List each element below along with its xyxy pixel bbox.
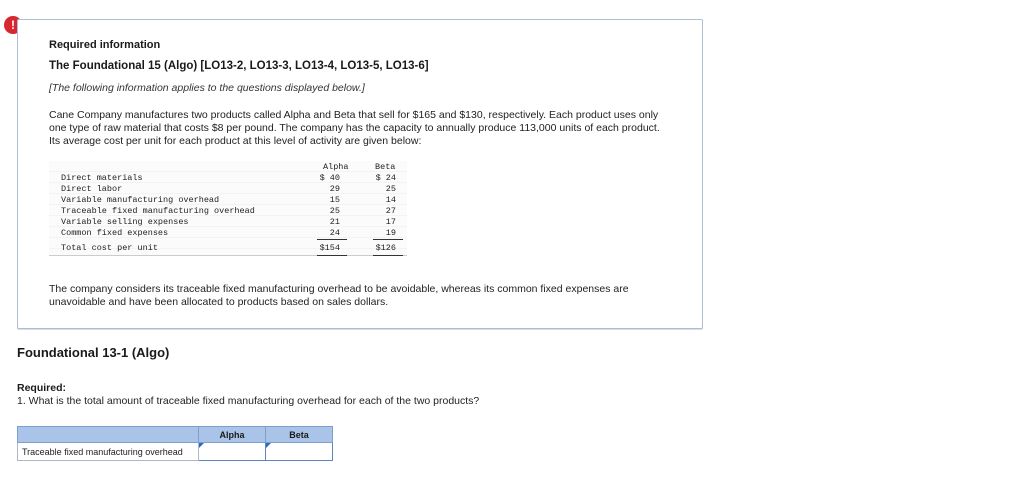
- row-label: Common fixed expenses: [61, 228, 169, 238]
- column-header-alpha: Alpha: [323, 162, 349, 172]
- alpha-value: $ 40: [319, 173, 340, 183]
- required-label: Required:: [17, 382, 67, 394]
- header-beta: Beta: [266, 427, 333, 443]
- alpha-value: 24: [329, 228, 340, 238]
- section-title: Foundational 13-1 (Algo): [17, 345, 170, 360]
- alpha-total: $154: [319, 243, 340, 253]
- answer-header-row: [18, 427, 333, 443]
- column-header-beta: Beta: [375, 162, 396, 172]
- total-label: Total cost per unit: [61, 243, 158, 253]
- total-double-underline-beta: [373, 255, 403, 256]
- header-blank: [18, 427, 199, 443]
- beta-value: 19: [385, 228, 396, 238]
- required-information-panel: [17, 19, 703, 329]
- beta-value: 17: [385, 217, 396, 227]
- beta-answer-cell[interactable]: [266, 443, 333, 461]
- table-row: [49, 217, 407, 228]
- row-label: Traceable fixed manufacturing overhead: [61, 206, 255, 216]
- beta-answer-input[interactable]: [266, 444, 332, 460]
- alpha-value: 15: [329, 195, 340, 205]
- beta-value: 14: [385, 195, 396, 205]
- answer-table: [17, 426, 333, 461]
- table-row: [49, 195, 407, 206]
- closing-paragraph: The company considers its traceable fixed manufacturing overhead to be avoidable, whereas its common fixed expenses are unavoidable and have been allocated to products based on sales dollars.: [49, 283, 629, 308]
- row-label: Direct materials: [61, 173, 143, 183]
- table-row: [49, 173, 407, 184]
- subtotal-underline-alpha: [317, 239, 347, 240]
- beta-value: 25: [385, 184, 396, 194]
- subtotal-underline-beta: [373, 239, 403, 240]
- beta-value: $ 24: [375, 173, 396, 183]
- problem-title: The Foundational 15 (Algo) [LO13-2, LO13-3, LO13-4, LO13-5, LO13-6]: [49, 60, 429, 72]
- alert-icon: !: [4, 16, 22, 34]
- answer-row-label: Traceable fixed manufacturing overhead: [18, 443, 199, 461]
- table-row: [49, 184, 407, 195]
- header-alpha: Alpha: [199, 427, 266, 443]
- question-text: 1. What is the total amount of traceable fixed manufacturing overhead for each of the two products?: [17, 395, 480, 407]
- input-marker-icon: [199, 443, 204, 448]
- instruction-note: [The following information applies to the questions displayed below.]: [49, 82, 365, 94]
- problem-description: Cane Company manufactures two products called Alpha and Beta that sell for $165 and $130, respectively. Each product uses only one type of raw material that costs $8 per pound. The company has the capacity to annually produce 113,000 units of each product. Its average cost per unit for each product at this level of activity are given below:: [49, 109, 660, 147]
- alpha-value: 21: [329, 217, 340, 227]
- input-marker-icon: [266, 443, 271, 448]
- total-row: [49, 243, 407, 254]
- alpha-answer-input[interactable]: [199, 444, 265, 460]
- row-label: Variable manufacturing overhead: [61, 195, 220, 205]
- alpha-value: 29: [329, 184, 340, 194]
- beta-value: 27: [385, 206, 396, 216]
- total-double-underline-alpha: [317, 255, 347, 256]
- panel-heading: Required information: [49, 39, 161, 51]
- alpha-value: 25: [329, 206, 340, 216]
- table-row: [49, 228, 407, 239]
- answer-row: [18, 443, 333, 461]
- row-label: Variable selling expenses: [61, 217, 189, 227]
- table-row: [49, 206, 407, 217]
- row-label: Direct labor: [61, 184, 123, 194]
- alpha-answer-cell[interactable]: [199, 443, 266, 461]
- beta-total: $126: [375, 243, 396, 253]
